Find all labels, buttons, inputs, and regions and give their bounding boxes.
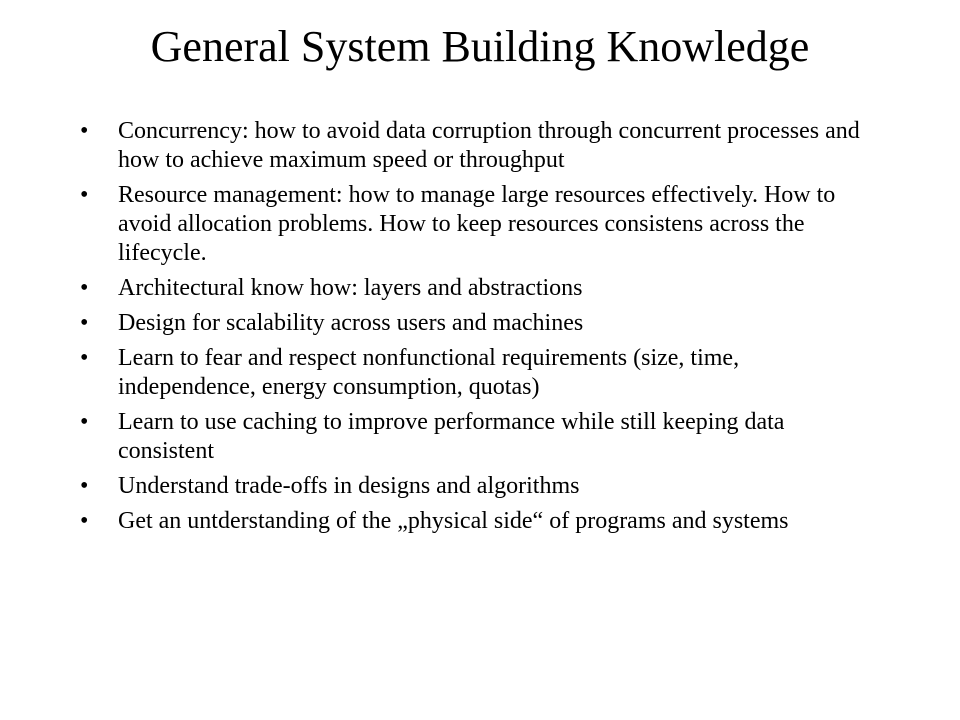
bullet-text: Learn to use caching to improve performance while still keeping data consistent xyxy=(118,409,785,464)
bullet-item xyxy=(80,472,880,501)
bullet-item xyxy=(80,309,880,338)
bullet-icon: • xyxy=(80,118,89,144)
bullet-icon: • xyxy=(80,473,89,499)
bullet-text: Understand trade-offs in designs and algorithms xyxy=(118,473,580,499)
bullet-item xyxy=(80,181,880,268)
bullet-icon: • xyxy=(80,275,89,301)
slide-title: General System Building Knowledge xyxy=(150,22,810,71)
bullet-list xyxy=(80,117,880,542)
bullet-item xyxy=(80,408,880,466)
bullet-icon: • xyxy=(80,409,89,435)
bullet-icon: • xyxy=(80,310,89,336)
bullet-text: Get an untderstanding of the „physical side“ of programs and systems xyxy=(118,508,789,534)
bullet-text: Concurrency: how to avoid data corruption through concurrent processes and how to achieve maximum speed or throughput xyxy=(118,118,860,173)
bullet-text: Design for scalability across users and machines xyxy=(118,310,584,336)
bullet-item xyxy=(80,507,880,536)
bullet-item xyxy=(80,274,880,303)
bullet-icon: • xyxy=(80,508,89,534)
bullet-text: Learn to fear and respect nonfunctional requirements (size, time, independence, energy consumption, quotas) xyxy=(118,345,740,400)
bullet-icon: • xyxy=(80,345,89,371)
bullet-item xyxy=(80,344,880,402)
bullet-icon: • xyxy=(80,182,89,208)
bullet-item xyxy=(80,117,880,175)
bullet-text: Resource management: how to manage large resources effectively. How to avoid allocation problems. How to keep resources consistens across the lifecycle. xyxy=(118,182,836,266)
bullet-text: Architectural know how: layers and abstractions xyxy=(118,275,583,301)
